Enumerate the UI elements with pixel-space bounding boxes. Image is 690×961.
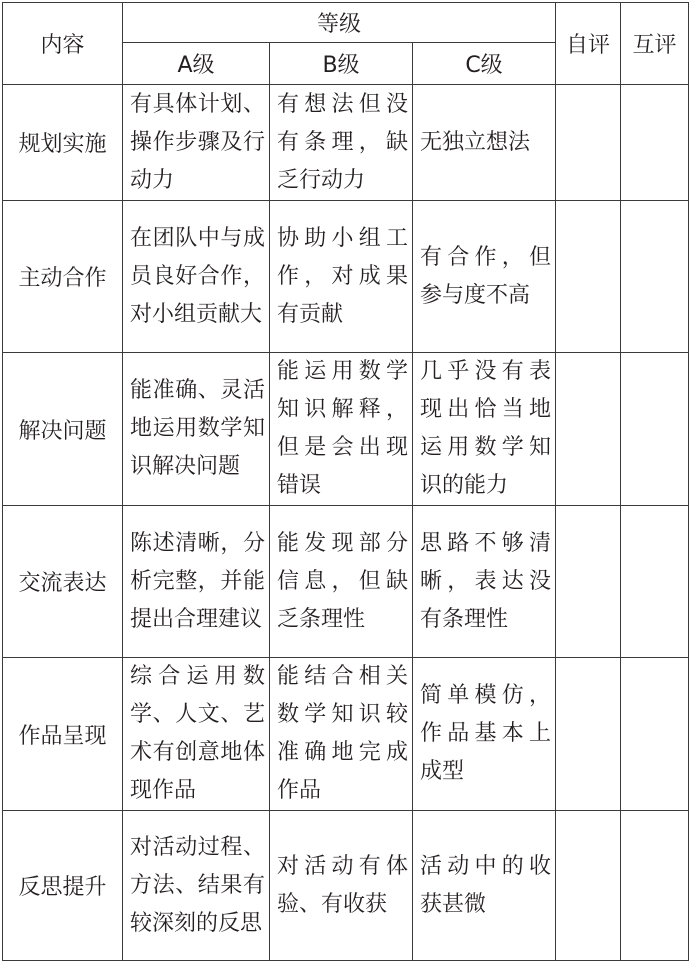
peer-eval-cell[interactable] [621,353,689,506]
header-content: 内容 [3,3,123,85]
row-level-b: 有想法但没有条理，缺乏行动力 [270,85,413,201]
row-level-a: 有具体计划、操作步骤及行动力 [123,85,270,201]
row-level-a: 综合运用数学、人文、艺术有创意地体现作品 [123,658,270,811]
header-level-c: C级 [413,43,556,85]
row-level-a: 陈述清晰，分析完整，并能提出合理建议 [123,506,270,658]
header-level-a: A级 [123,43,270,85]
evaluation-table [2,2,689,961]
table-row [3,353,689,506]
self-eval-cell[interactable] [556,811,621,961]
row-level-a: 能准确、灵活地运用数学知识解决问题 [123,353,270,506]
header-self-eval: 自评 [556,3,621,85]
header-level-b: B级 [270,43,413,85]
header-grade: 等级 [123,3,556,43]
row-level-c: 无独立想法 [413,85,556,201]
header-row [3,3,689,43]
table-row [3,658,689,811]
row-level-b: 协助小组工作，对成果有贡献 [270,201,413,353]
row-content: 解决问题 [3,353,123,506]
self-eval-cell[interactable] [556,506,621,658]
peer-eval-cell[interactable] [621,658,689,811]
row-content: 反思提升 [3,811,123,961]
row-level-a: 对活动过程、方法、结果有较深刻的反思 [123,811,270,961]
row-content: 作品呈现 [3,658,123,811]
table-row [3,506,689,658]
table-row [3,201,689,353]
row-level-b: 能结合相关数学知识较准确地完成作品 [270,658,413,811]
header-peer-eval: 互评 [621,3,689,85]
self-eval-cell[interactable] [556,353,621,506]
row-content: 交流表达 [3,506,123,658]
row-level-b: 对活动有体验、有收获 [270,811,413,961]
self-eval-cell[interactable] [556,658,621,811]
peer-eval-cell[interactable] [621,85,689,201]
self-eval-cell[interactable] [556,85,621,201]
row-level-b: 能运用数学知识解释，但是会出现错误 [270,353,413,506]
row-level-b: 能发现部分信息，但缺乏条理性 [270,506,413,658]
row-level-a: 在团队中与成员良好合作，对小组贡献大 [123,201,270,353]
peer-eval-cell[interactable] [621,201,689,353]
peer-eval-cell[interactable] [621,506,689,658]
table-row [3,811,689,961]
row-level-c: 简单模仿，作品基本上成型 [413,658,556,811]
row-content: 规划实施 [3,85,123,201]
self-eval-cell[interactable] [556,201,621,353]
row-content: 主动合作 [3,201,123,353]
peer-eval-cell[interactable] [621,811,689,961]
row-level-c: 思路不够清晰，表达没有条理性 [413,506,556,658]
row-level-c: 活动中的收获甚微 [413,811,556,961]
table-row [3,85,689,201]
row-level-c: 几乎没有表现出恰当地运用数学知识的能力 [413,353,556,506]
row-level-c: 有合作，但参与度不高 [413,201,556,353]
